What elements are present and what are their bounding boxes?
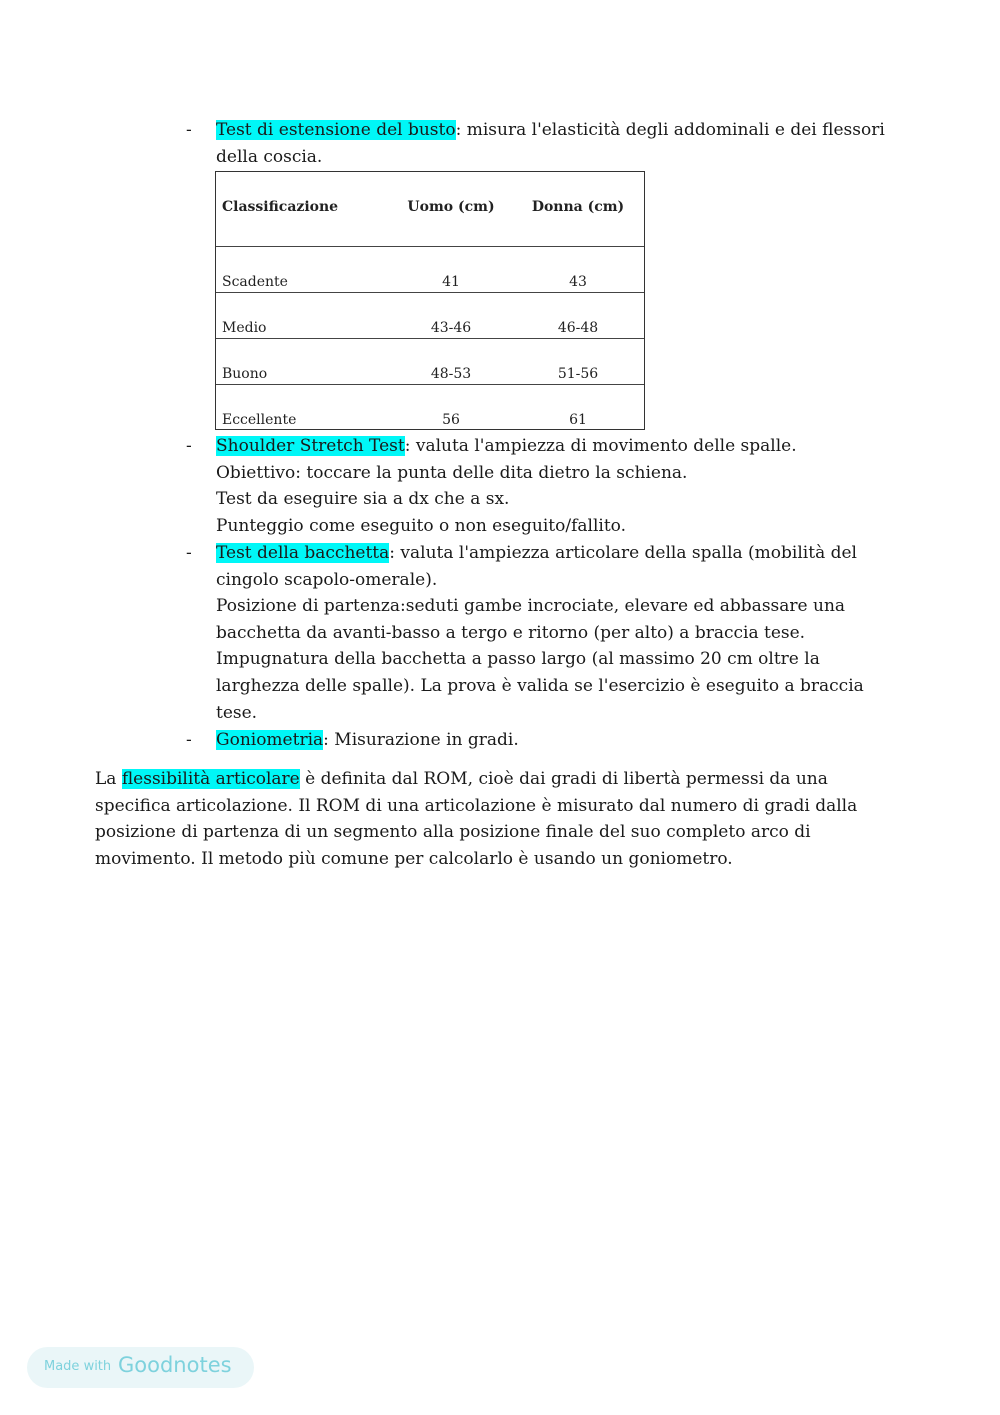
list-item-goniometria (216, 727, 916, 754)
item-line: Posizione di partenza:seduti gambe incrociate, elevare ed abbassare una (216, 596, 846, 617)
classification-table (215, 171, 645, 430)
item-line: Test da eseguire sia a dx che a sx. (216, 489, 510, 510)
goodnotes-badge[interactable] (27, 1347, 254, 1388)
paragraph-prefix: La (95, 769, 122, 789)
table-header-cell: Donna (cm) (531, 199, 625, 215)
highlighted-term: Shoulder Stretch Test (216, 436, 405, 456)
goodnotes-logo-text: Goodnotes (118, 1353, 232, 1377)
list-item-bacchetta (216, 540, 916, 726)
item-line: Punteggio come eseguito o non eseguito/fallito. (216, 515, 626, 536)
item-line: cingolo scapolo-omerale). (216, 569, 438, 590)
list-item-first-line (216, 117, 916, 144)
paragraph-line: specifica articolazione. Il ROM di una articolazione è misurato dal numero di gradi dalla (95, 795, 858, 816)
body-paragraph (95, 766, 915, 872)
paragraph-text: è definita dal ROM, cioè dai gradi di libertà permessi da una (299, 769, 828, 789)
item-line: bacchetta da avanti-basso a tergo e ritorno (per alto) a braccia tese. (216, 622, 806, 643)
table-row (216, 246, 644, 293)
table-cell: Buono (222, 366, 268, 382)
table-row (216, 338, 644, 385)
item-line: Obiettivo: toccare la punta delle dita dietro la schiena. (216, 462, 688, 483)
list-item-first-line (216, 540, 916, 567)
table-cell: 51-56 (557, 366, 599, 382)
table-cell: Medio (222, 320, 267, 336)
table-cell: 46-48 (557, 320, 599, 336)
table-header-row (216, 172, 644, 218)
highlighted-term: flessibilità articolare (121, 769, 300, 789)
bullet-dash: - (186, 730, 192, 750)
paragraph-first-line (95, 766, 915, 793)
table-cell: Eccellente (222, 412, 297, 428)
list-item-busto (216, 117, 916, 170)
item-text: : valuta l'ampiezza di movimento delle spalle. (404, 436, 797, 456)
table-header-cell: Uomo (cm) (407, 199, 495, 215)
table-row (216, 292, 644, 339)
item-text: : valuta l'ampiezza articolare della spalla (mobilità del (389, 543, 857, 563)
list-item-shoulder (216, 433, 916, 539)
item-text: : misura l'elasticità degli addominali e dei flessori (455, 120, 885, 140)
made-with-label: Made with (44, 1359, 112, 1374)
paragraph-line: movimento. Il metodo più comune per calcolarlo è usando un goniometro. (95, 848, 733, 869)
highlighted-term: Goniometria (216, 730, 324, 750)
table-cell: 41 (442, 274, 460, 290)
paragraph-line: posizione di partenza di un segmento alla posizione finale del suo completo arco di (95, 822, 811, 843)
table-cell: Scadente (222, 274, 288, 290)
table-cell: 61 (569, 412, 587, 428)
bullet-dash: - (186, 543, 192, 563)
list-item-first-line (216, 727, 916, 754)
bullet-dash: - (186, 436, 192, 456)
list-item-first-line (216, 433, 916, 460)
table-cell: 43 (569, 274, 587, 290)
item-line: tese. (216, 702, 258, 723)
item-text: : Misurazione in gradi. (323, 730, 519, 750)
table-header-cell: Classificazione (222, 199, 339, 215)
table-cell: 56 (442, 412, 460, 428)
highlighted-term: Test di estensione del busto (216, 120, 456, 140)
table-row (216, 384, 644, 431)
item-line: della coscia. (216, 146, 323, 167)
item-line: Impugnatura della bacchetta a passo largo (al massimo 20 cm oltre la (216, 649, 820, 670)
table-cell: 48-53 (430, 366, 472, 382)
highlighted-term: Test della bacchetta (216, 543, 390, 563)
table-cell: 43-46 (430, 320, 472, 336)
bullet-dash: - (186, 120, 192, 140)
item-line: larghezza delle spalle). La prova è valida se l'esercizio è eseguito a braccia (216, 675, 864, 696)
